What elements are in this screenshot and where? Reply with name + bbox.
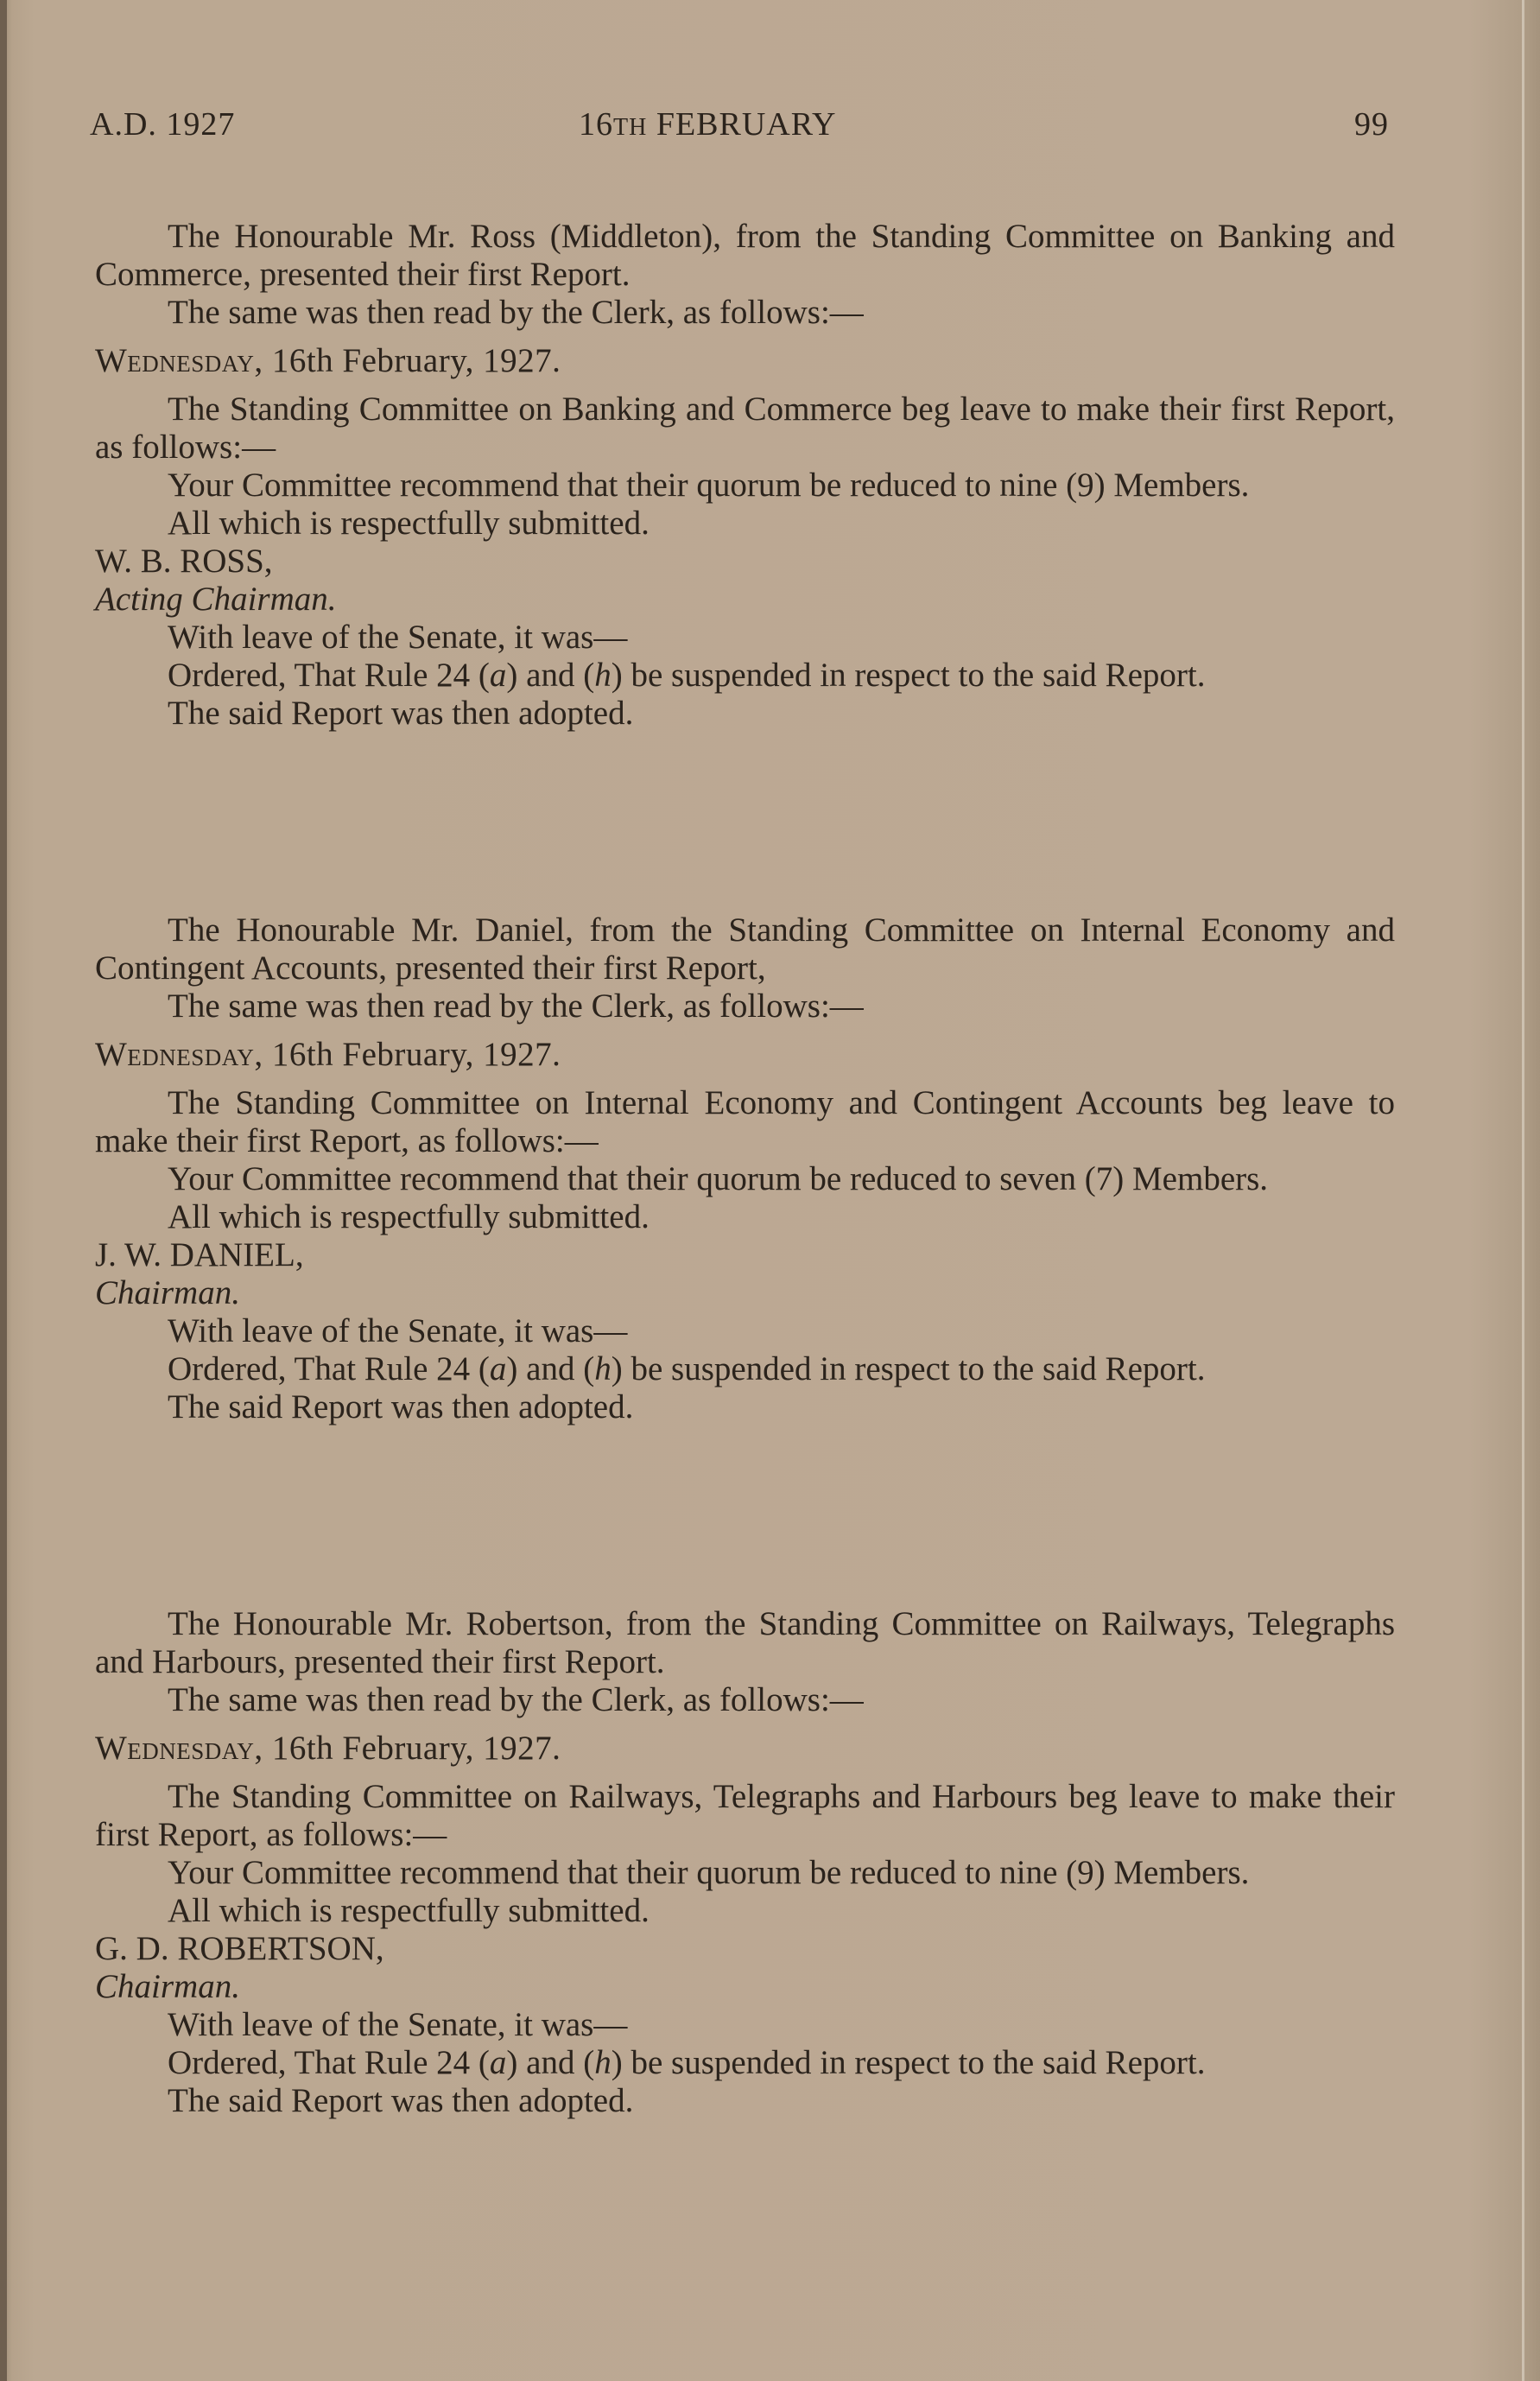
page-number: 99 (1354, 106, 1389, 143)
report-recommendation: Your Committee recommend that their quorum be reduced to nine (9) Members. (168, 1854, 1250, 1891)
leave-line: With leave of the Senate, it was— (168, 2006, 628, 2043)
ordered-paragraph: Ordered, That Rule 24 (a) and (h) be suspended in respect to the said Report. (168, 1350, 1206, 1387)
leave-line: With leave of the Senate, it was— (168, 619, 628, 656)
report-date: Wednesday, 16th February, 1927. (95, 1036, 561, 1073)
adopted-line: The said Report was then adopted. (168, 2082, 634, 2119)
signer-name: G. D. ROBERTSON, (95, 1930, 384, 1967)
report-submitted: All which is respectfully submitted. (168, 505, 650, 542)
signer-role: Chairman. (95, 1968, 240, 2005)
report-submitted: All which is respectfully submitted. (168, 1892, 650, 1929)
ordered-paragraph: Ordered, That Rule 24 (a) and (h) be suspended in respect to the said Report. (168, 2044, 1206, 2081)
section-read-line: The same was then read by the Clerk, as follows:— (168, 294, 864, 331)
report-submitted: All which is respectfully submitted. (168, 1198, 650, 1235)
page-binding-edge (0, 0, 7, 2381)
signer-role: Acting Chairman. (95, 581, 337, 618)
leave-line: With leave of the Senate, it was— (168, 1312, 628, 1349)
report-recommendation: Your Committee recommend that their quorum be reduced to nine (9) Members. (168, 467, 1250, 504)
header-year: A.D. 1927 (90, 106, 236, 143)
report-section-railways (95, 1605, 1395, 2120)
section-intro: The Honourable Mr. Ross (Middleton), from the Standing Committee on Banking and Commerce, presented their first Report. (95, 218, 1395, 293)
adopted-line: The said Report was then adopted. (168, 1388, 634, 1425)
report-section-banking (95, 218, 1395, 733)
section-read-line: The same was then read by the Clerk, as follows:— (168, 1681, 864, 1718)
header-date: 16TH FEBRUARY (579, 106, 837, 143)
report-paragraph: The Standing Committee on Banking and Commerce beg leave to make their first Report, as follows:— (95, 390, 1395, 466)
section-intro: The Honourable Mr. Daniel, from the Standing Committee on Internal Economy and Contingent Accounts, presented their first Report, (95, 911, 1395, 987)
report-date: Wednesday, 16th February, 1927. (95, 1730, 561, 1767)
signer-name: W. B. ROSS, (95, 543, 273, 580)
report-recommendation: Your Committee recommend that their quorum be reduced to seven (7) Members. (168, 1160, 1269, 1197)
report-paragraph: The Standing Committee on Internal Economy and Contingent Accounts beg leave to make their first Report, as follows:— (95, 1084, 1395, 1159)
adopted-line: The said Report was then adopted. (168, 695, 634, 732)
section-read-line: The same was then read by the Clerk, as follows:— (168, 987, 864, 1025)
report-date: Wednesday, 16th February, 1927. (95, 342, 561, 379)
report-section-internal-economy (95, 911, 1395, 1426)
signer-role: Chairman. (95, 1274, 240, 1311)
report-paragraph: The Standing Committee on Railways, Telegraphs and Harbours beg leave to make their first Report, as follows:— (95, 1778, 1395, 1853)
ordered-paragraph: Ordered, That Rule 24 (a) and (h) be suspended in respect to the said Report. (168, 657, 1206, 694)
running-header (0, 105, 1540, 149)
page-fold-line (1522, 0, 1524, 2381)
signer-name: J. W. DANIEL, (95, 1236, 304, 1273)
section-intro: The Honourable Mr. Robertson, from the Standing Committee on Railways, Telegraphs and Harbours, presented their first Report. (95, 1605, 1395, 1680)
